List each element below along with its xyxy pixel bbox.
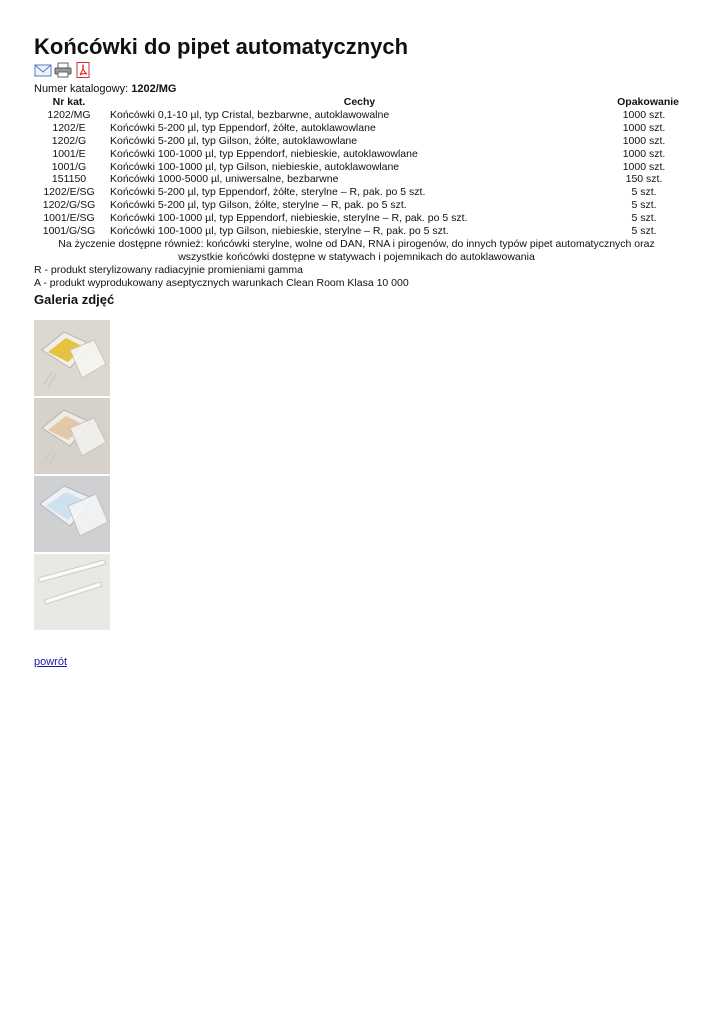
- cell-cechy: Końcówki 1000-5000 µl, uniwersalne, bezbarwne: [110, 173, 339, 186]
- cell-cechy: Końcówki 5-200 µl, typ Eppendorf, żółte, autoklawowlane: [110, 121, 376, 134]
- product-page: [34, 34, 684, 632]
- table-row: [34, 109, 679, 122]
- back-link[interactable]: powrót: [34, 656, 68, 668]
- table-row: [34, 173, 679, 186]
- cell-nr: 1001/E: [52, 147, 86, 160]
- table-row: [34, 199, 679, 212]
- pdf-icon[interactable]: [74, 62, 92, 78]
- gallery-title: Galeria zdjęć: [34, 291, 115, 307]
- cell-nr: 1202/G/SG: [42, 199, 96, 212]
- col-cechy: Cechy: [343, 96, 376, 108]
- cell-opakowanie: 1000 szt.: [622, 147, 666, 160]
- cell-opakowanie: 1000 szt.: [622, 121, 666, 134]
- availability-note: [34, 238, 679, 264]
- col-opakowanie: Opakowanie: [617, 96, 679, 108]
- gallery-photo-yellow-tips-box[interactable]: [34, 320, 110, 396]
- email-icon[interactable]: [34, 62, 52, 78]
- gallery-photo-blue-tips-box[interactable]: [34, 476, 110, 552]
- legend-r: R - produkt sterylizowany radiacyjnie promieniami gamma: [34, 263, 304, 276]
- table-row: [34, 122, 679, 135]
- cell-nr: 151150: [51, 173, 87, 186]
- table-row: [34, 161, 679, 174]
- action-icons: [34, 61, 684, 79]
- gallery-photo-large-tips[interactable]: [34, 554, 110, 630]
- photo-gallery: [34, 320, 684, 630]
- cell-cechy: Końcówki 0,1-10 µl, typ Cristal, bezbarwne, autoklawowalne: [110, 108, 390, 121]
- col-nr-kat: Nr kat.: [52, 96, 86, 108]
- cell-opakowanie: 1000 szt.: [622, 160, 666, 173]
- cell-nr: 1001/G: [51, 160, 87, 173]
- catalog-value: 1202/MG: [131, 83, 177, 95]
- cell-opakowanie: 5 szt.: [631, 186, 657, 199]
- cell-opakowanie: 1000 szt.: [622, 134, 666, 147]
- catalog-label: Numer katalogowy:: [34, 83, 129, 95]
- cell-nr: 1202/G: [51, 134, 87, 147]
- cell-nr: 1202/MG: [47, 108, 91, 121]
- cell-nr: 1001/G/SG: [42, 225, 96, 238]
- catalog-number: [34, 83, 684, 96]
- cell-cechy: Końcówki 100-1000 µl, typ Gilson, niebieskie, autoklawowlane: [110, 160, 400, 173]
- cell-cechy: Końcówki 5-200 µl, typ Gilson, żółte, autoklawowlane: [110, 134, 358, 147]
- cell-nr: 1001/E/SG: [43, 212, 95, 225]
- print-icon[interactable]: [54, 62, 72, 78]
- cell-cechy: Końcówki 100-1000 µl, typ Gilson, niebieskie, sterylne – R, pak. po 5 szt.: [110, 225, 449, 238]
- cell-cechy: Końcówki 5-200 µl, typ Eppendorf, żółte, sterylne – R, pak. po 5 szt.: [110, 186, 426, 199]
- cell-cechy: Końcówki 5-200 µl, typ Gilson, żółte, sterylne – R, pak. po 5 szt.: [110, 199, 407, 212]
- cell-nr: 1202/E/SG: [43, 186, 95, 199]
- table-row: [34, 186, 679, 199]
- cell-opakowanie: 5 szt.: [631, 225, 657, 238]
- note-line-2: wszystkie końcówki dostępne w statywach i pojemnikach do autoklawowania: [178, 250, 535, 263]
- table-row: [34, 135, 679, 148]
- table-header-row: [34, 96, 679, 109]
- table-row: [34, 212, 679, 225]
- cell-opakowanie: 5 szt.: [631, 212, 657, 225]
- cell-cechy: Końcówki 100-1000 µl, typ Eppendorf, niebieskie, autoklawowlane: [110, 147, 418, 160]
- cell-cechy: Końcówki 100-1000 µl, typ Eppendorf, niebieskie, sterylne – R, pak. po 5 szt.: [110, 212, 468, 225]
- note-line-1: Na życzenie dostępne również: końcówki sterylne, wolne od DAN, RNA i pirogenów, do innych typów pipet automatycznych oraz: [58, 237, 655, 250]
- cell-nr: 1202/E: [52, 121, 86, 134]
- cell-opakowanie: 150 szt.: [625, 173, 663, 186]
- cell-opakowanie: 5 szt.: [631, 199, 657, 212]
- page-title: Końcówki do pipet automatycznych: [34, 34, 409, 59]
- legend-a: A - produkt wyprodukowany aseptycznych warunkach Clean Room Klasa 10 000: [34, 276, 409, 289]
- table-row: [34, 225, 679, 238]
- cell-opakowanie: 1000 szt.: [622, 108, 666, 121]
- table-row: [34, 148, 679, 161]
- spec-table: [34, 96, 679, 238]
- gallery-photo-natural-tips-box[interactable]: [34, 398, 110, 474]
